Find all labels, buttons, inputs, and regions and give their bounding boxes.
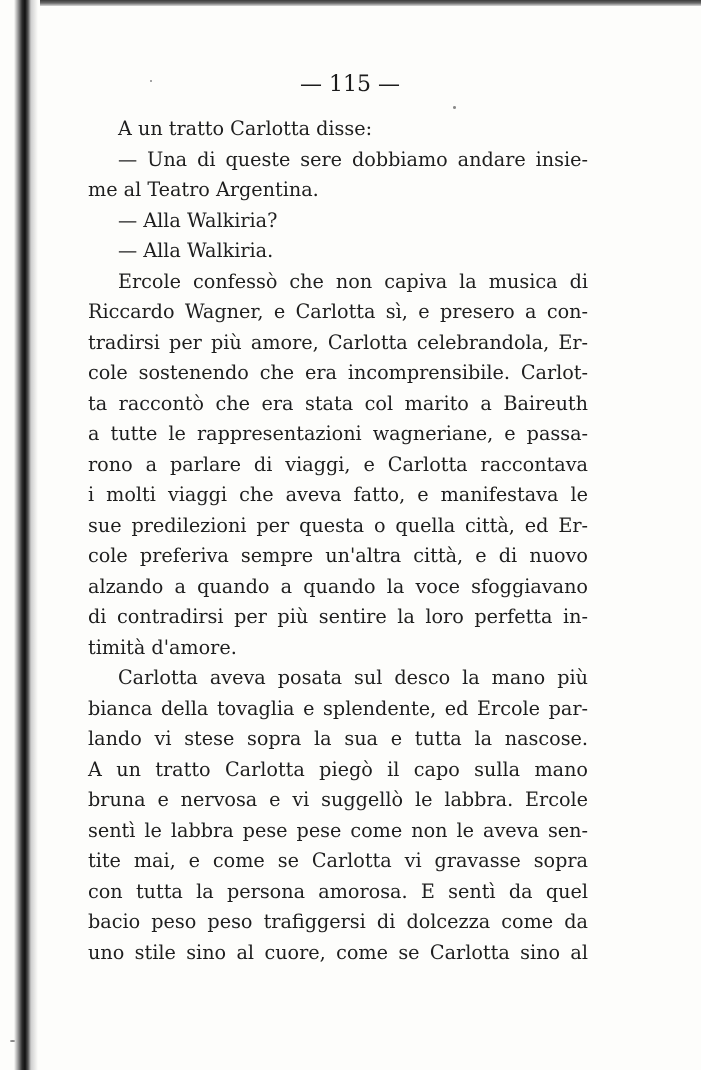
text-line: con tutta la persona amorosa. E sentì da quel [88, 879, 588, 903]
text-line: tradirsi per più amore, Carlotta celebrandola, Er- [88, 330, 588, 354]
text-line: tite mai, e come se Carlotta vi gravasse sopra [88, 849, 588, 872]
binding-gutter [0, 0, 40, 1070]
text-line: me al Teatro Argentina. [88, 178, 319, 201]
paper-speck [453, 106, 456, 109]
body-text [88, 114, 588, 968]
text-line: lando vi stese sopra la sua e tutta la nascose. [88, 727, 588, 750]
text-line: di contradirsi per più sentire la loro perfetta in- [88, 605, 588, 628]
text-line: Riccardo Wagner, e Carlotta sì, e presero a con- [88, 300, 588, 323]
text-line: A un tratto Carlotta piegò il capo sulla mano [88, 757, 588, 781]
text-line: timità d'amore. [88, 635, 237, 659]
text-line: Carlotta aveva posata sul desco la mano più [118, 666, 588, 689]
text-line: — Alla Walkiria? [118, 208, 278, 232]
text-line: sue predilezioni per questa o quella città, ed Er- [88, 513, 588, 537]
text-line: — Alla Walkiria. [118, 239, 274, 262]
text-line: rono a parlare di viaggi, e Carlotta raccontava [88, 452, 588, 476]
text-line: cole preferiva sempre un'altra città, e di nuovo [88, 544, 588, 567]
text-line: — Una di queste sere dobbiamo andare insie- [118, 147, 588, 171]
text-line: i molti viaggi che aveva fatto, e manifestava le [88, 483, 588, 506]
text-line: ta raccontò che era stata col marito a Baireuth [88, 391, 588, 415]
text-line: a tutte le rappresentazioni wagneriane, e passa- [88, 422, 588, 445]
paper-speck [10, 1040, 15, 1042]
text-line: A un tratto Carlotta disse: [118, 117, 373, 140]
text-line: Ercole confessò che non capiva la musica di [118, 269, 588, 293]
text-line: alzando a quando a quando la voce sfoggiavano [88, 574, 588, 598]
paper-speck [150, 80, 152, 82]
text-line: uno stile sino al cuore, come se Carlotta sino al [88, 940, 588, 964]
text-line: sentì le labbra pese pese come non le aveva sen- [88, 818, 588, 842]
text-line: bacio peso peso trafiggersi di dolcezza come da [88, 910, 588, 933]
page-top-edge [0, 0, 701, 6]
text-line: cole sostenendo che era incomprensibile. Carlot- [88, 361, 588, 384]
text-line: bruna e nervosa e vi suggellò le labbra. Ercole [88, 788, 588, 811]
text-line: bianca della tovaglia e splendente, ed Ercole par- [88, 696, 588, 720]
page-number: — 115 — [300, 72, 400, 97]
